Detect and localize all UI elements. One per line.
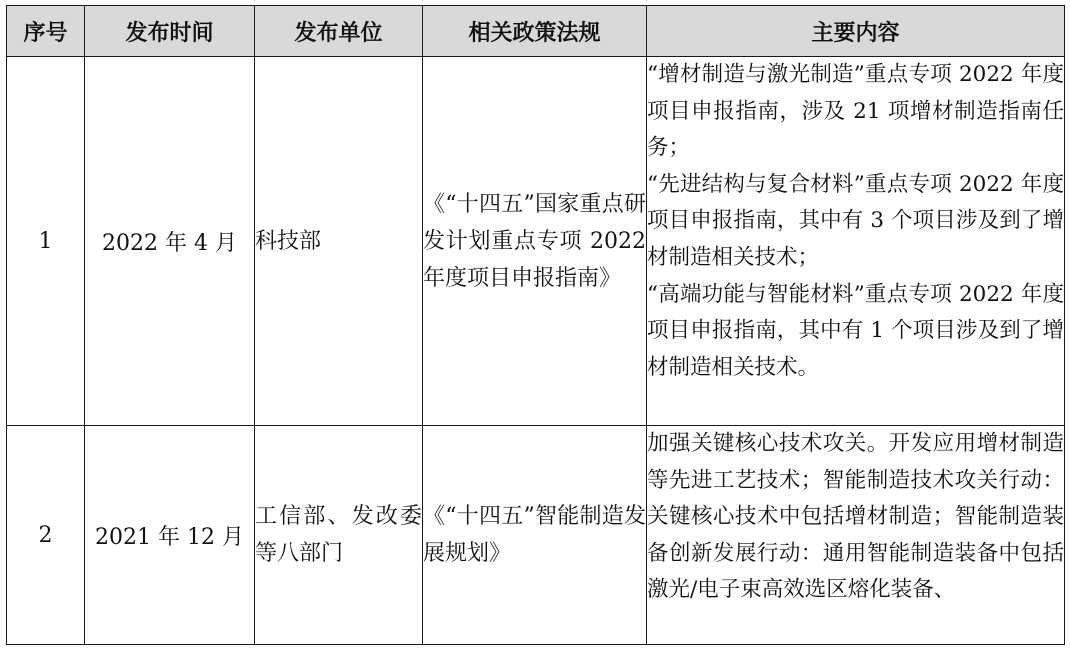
content-paragraph: “增材制造与激光制造”重点专项 2022 年度项目申报指南，涉及 21 项增材制造指南任务； — [647, 62, 1064, 161]
table-header-row — [7, 6, 1065, 57]
header-date: 发布时间 — [85, 6, 255, 57]
header-unit: 发布单位 — [255, 6, 423, 57]
content-paragraph: “高端功能与智能材料”重点专项 2022 年度项目申报指南，其中有 1 个项目涉及到了增材制造相关技术。 — [647, 281, 1064, 380]
row-date: 2021 年 12 月 — [85, 426, 255, 645]
policy-table — [6, 5, 1065, 645]
row-policy: 《“十四五”国家重点研发计划重点专项 2022 年度项目申报指南》 — [423, 57, 647, 426]
row-content — [647, 57, 1065, 426]
row-date: 2022 年 4 月 — [85, 57, 255, 426]
row-unit: 科技部 — [255, 57, 423, 426]
row-policy: 《“十四五”智能制造发展规划》 — [423, 426, 647, 645]
header-content: 主要内容 — [647, 6, 1065, 57]
table-row — [7, 57, 1065, 426]
row-index: 1 — [7, 57, 85, 426]
row-unit: 工信部、发改委等八部门 — [255, 426, 423, 645]
table-row — [7, 426, 1065, 645]
header-policy: 相关政策法规 — [423, 6, 647, 57]
row-content — [647, 426, 1065, 645]
content-paragraph: 加强关键核心技术攻关。开发应用增材制造等先进工艺技术；智能制造技术攻关行动：关键核心技术中包括增材制造；智能制造装备创新发展行动：通用智能制造装备中包括激光/电子束高效选区熔化装备、 — [647, 431, 1064, 603]
content-paragraph: “先进结构与复合材料”重点专项 2022 年度项目申报指南，其中有 3 个项目涉及到了增材制造相关技术； — [647, 171, 1064, 270]
row-index: 2 — [7, 426, 85, 645]
header-index: 序号 — [7, 6, 85, 57]
